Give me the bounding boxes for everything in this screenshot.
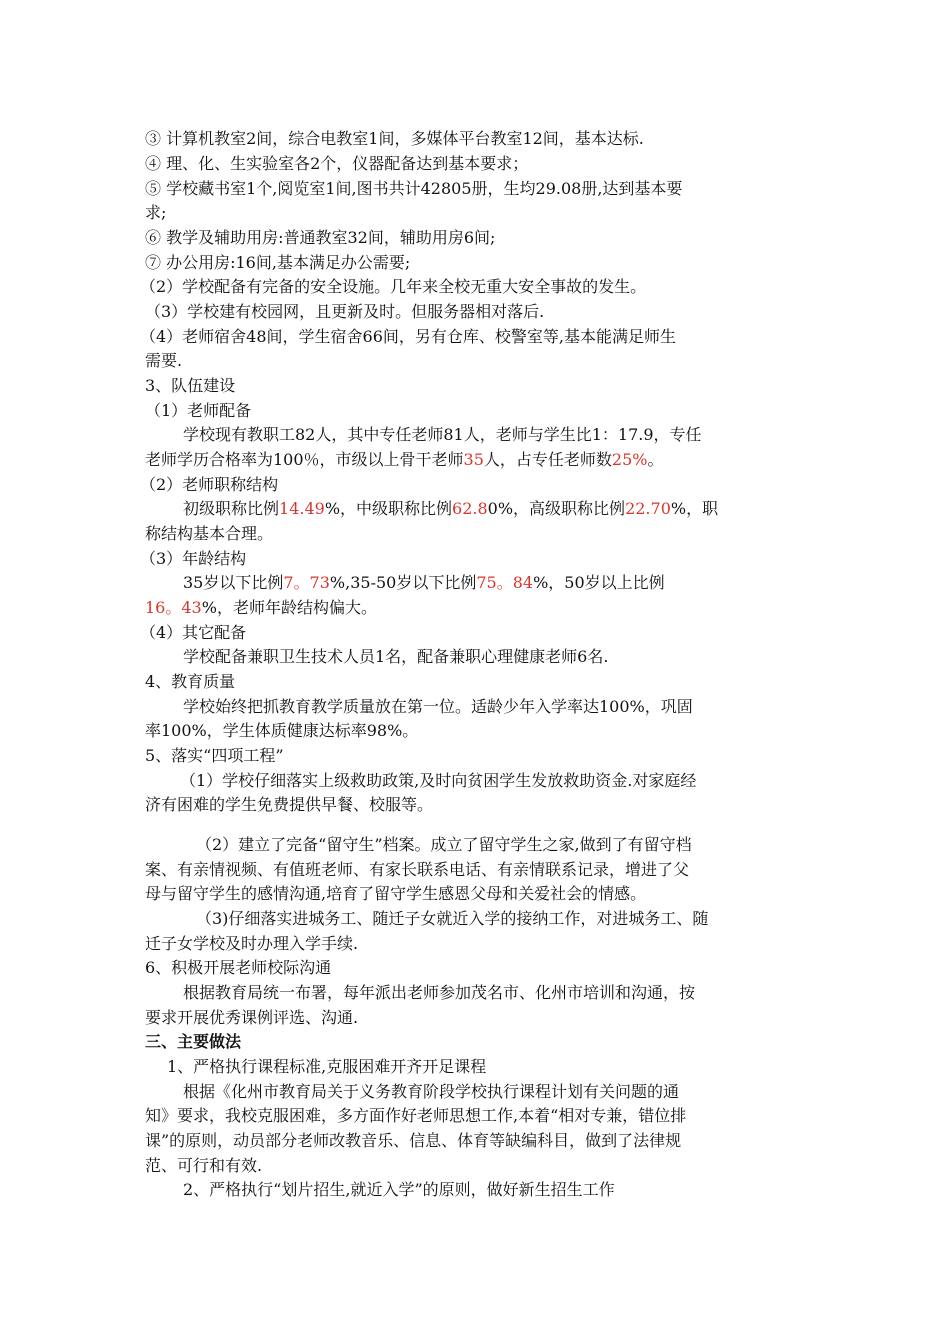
text-segment: %,35-50岁以下比例: [329, 573, 477, 592]
text-line: （4）老师宿舍48间，学生宿舍66间，另有仓库、校警室等,基本能满足师生: [140, 327, 676, 346]
text-line: 要求开展优秀课例评选、沟通.: [145, 1008, 359, 1027]
text-segment: 人，占专任老师数: [483, 450, 612, 469]
text-line: （3）学校建有校园网，且更新及时。但服务器相对落后.: [145, 302, 545, 321]
text-line: 课”的原则，动员部分老师改教音乐、信息、体育等缺编科目，做到了法律规: [145, 1131, 682, 1150]
text-segment: 老师学历合格率为100％，市级以上骨干老师: [145, 450, 464, 469]
section-heading: 4、教育质量: [145, 672, 236, 691]
text-line: 率100%，学生体质健康达标率98%。: [145, 721, 419, 740]
subsection-heading: （3）年龄结构: [140, 549, 247, 568]
text-line: [145, 448, 664, 472]
text-line: 根据《化州市教育局关于义务教育阶段学校执行课程计划有关问题的通: [183, 1082, 680, 1101]
highlight-value: 16。43: [145, 598, 202, 617]
text-segment: %，老师年龄结构偏大。: [201, 598, 377, 617]
highlight-value: 25%: [611, 450, 648, 469]
text-line: ④ 理、化、生实验室各2个，仪器配备达到基本要求；: [145, 154, 529, 173]
text-line: 学校现有教职工82人，其中专任老师81人，老师与学生比1：17.9，专任: [183, 425, 702, 444]
text-segment: 。: [647, 450, 664, 469]
highlight-value: 7。73: [283, 573, 330, 592]
text-line: （2）建立了完备“留守生”档案。成立了留守学生之家,做到了有留守档: [196, 835, 692, 854]
text-line: 需要.: [145, 351, 183, 370]
text-segment: %，职: [670, 499, 719, 518]
text-line: ⑤ 学校藏书室1个,阅览室1间,图书共计42805册，生均29.08册,达到基本要: [145, 179, 683, 198]
text-line: 知》要求，我校克服困难，多方面作好老师思想工作,本着“相对专兼，错位排: [145, 1106, 687, 1125]
chapter-heading: 三、主要做法: [145, 1032, 242, 1051]
highlight-value: 14.49: [279, 499, 325, 518]
subsection-heading: 2、严格执行“划片招生,就近入学”的原则，做好新生招生工作: [183, 1180, 615, 1199]
text-line: （2）学校配备有完备的安全设施。几年来全校无重大安全事故的发生。: [140, 277, 647, 296]
text-line: 迁子女学校及时办理入学手续.: [145, 934, 359, 953]
text-segment: 初级职称比例: [183, 499, 280, 518]
highlight-value: 62.8: [452, 499, 488, 518]
text-line: 母与留守学生的感情沟通,培育了留守学生感恩父母和关爱社会的情感。: [145, 884, 647, 903]
text-line: [183, 571, 665, 595]
text-line: 求;: [145, 203, 167, 222]
text-line: ③ 计算机教室2间，综合电教室1间，多媒体平台教室12间，基本达标.: [145, 129, 644, 148]
section-heading: 5、落实“四项工程”: [145, 746, 284, 765]
text-line: （3)仔细落实进城务工、随迁子女就近入学的接纳工作，对进城务工、随: [196, 909, 709, 928]
text-segment: 0%，高级职称比例: [487, 499, 626, 518]
highlight-value: 75。84: [476, 573, 534, 592]
text-line: [145, 596, 377, 620]
subsection-heading: （4）其它配备: [140, 623, 247, 642]
text-line: 学校始终把抓教育教学质量放在第一位。适龄少年入学率达100%，巩固: [183, 697, 693, 716]
text-line: （1）学校仔细落实上级救助政策,及时向贫困学生发放救助资金.对家庭经: [180, 771, 697, 790]
text-line: [183, 497, 718, 521]
text-segment: %，50岁以上比例: [533, 573, 665, 592]
section-heading: 6、积极开展老师校际沟通: [145, 958, 332, 977]
text-line: ⑥ 教学及辅助用房:普通教室32间，辅助用房6间;: [145, 228, 496, 247]
text-line: 范、可行和有效.: [145, 1156, 263, 1175]
text-line: 学校配备兼职卫生技术人员1名，配备兼职心理健康老师6名.: [183, 647, 609, 666]
text-line: 根据教育局统一布署，每年派出老师参加茂名市、化州市培训和沟通，按: [183, 983, 696, 1002]
text-segment: %，中级职称比例: [324, 499, 453, 518]
highlight-value: 22.70: [625, 499, 671, 518]
text-line: ⑦ 办公用房:16间,基本满足办公需要;: [145, 253, 411, 272]
subsection-heading: （2）老师职称结构: [140, 475, 279, 494]
section-heading: 3、队伍建设: [145, 376, 236, 395]
text-line: 案、有亲情视频、有值班老师、有家长联系电话、有亲情联系记录，增进了父: [145, 860, 690, 879]
text-segment: 35岁以下比例: [183, 573, 284, 592]
highlight-value: 35: [463, 450, 484, 469]
text-line: 称结构基本合理。: [145, 524, 274, 543]
text-line: 济有困难的学生免费提供早餐、校服等。: [145, 795, 434, 814]
subsection-heading: 1、严格执行课程标准,克服困难开齐开足课程: [167, 1057, 487, 1076]
subsection-heading: （1）老师配备: [145, 401, 252, 420]
